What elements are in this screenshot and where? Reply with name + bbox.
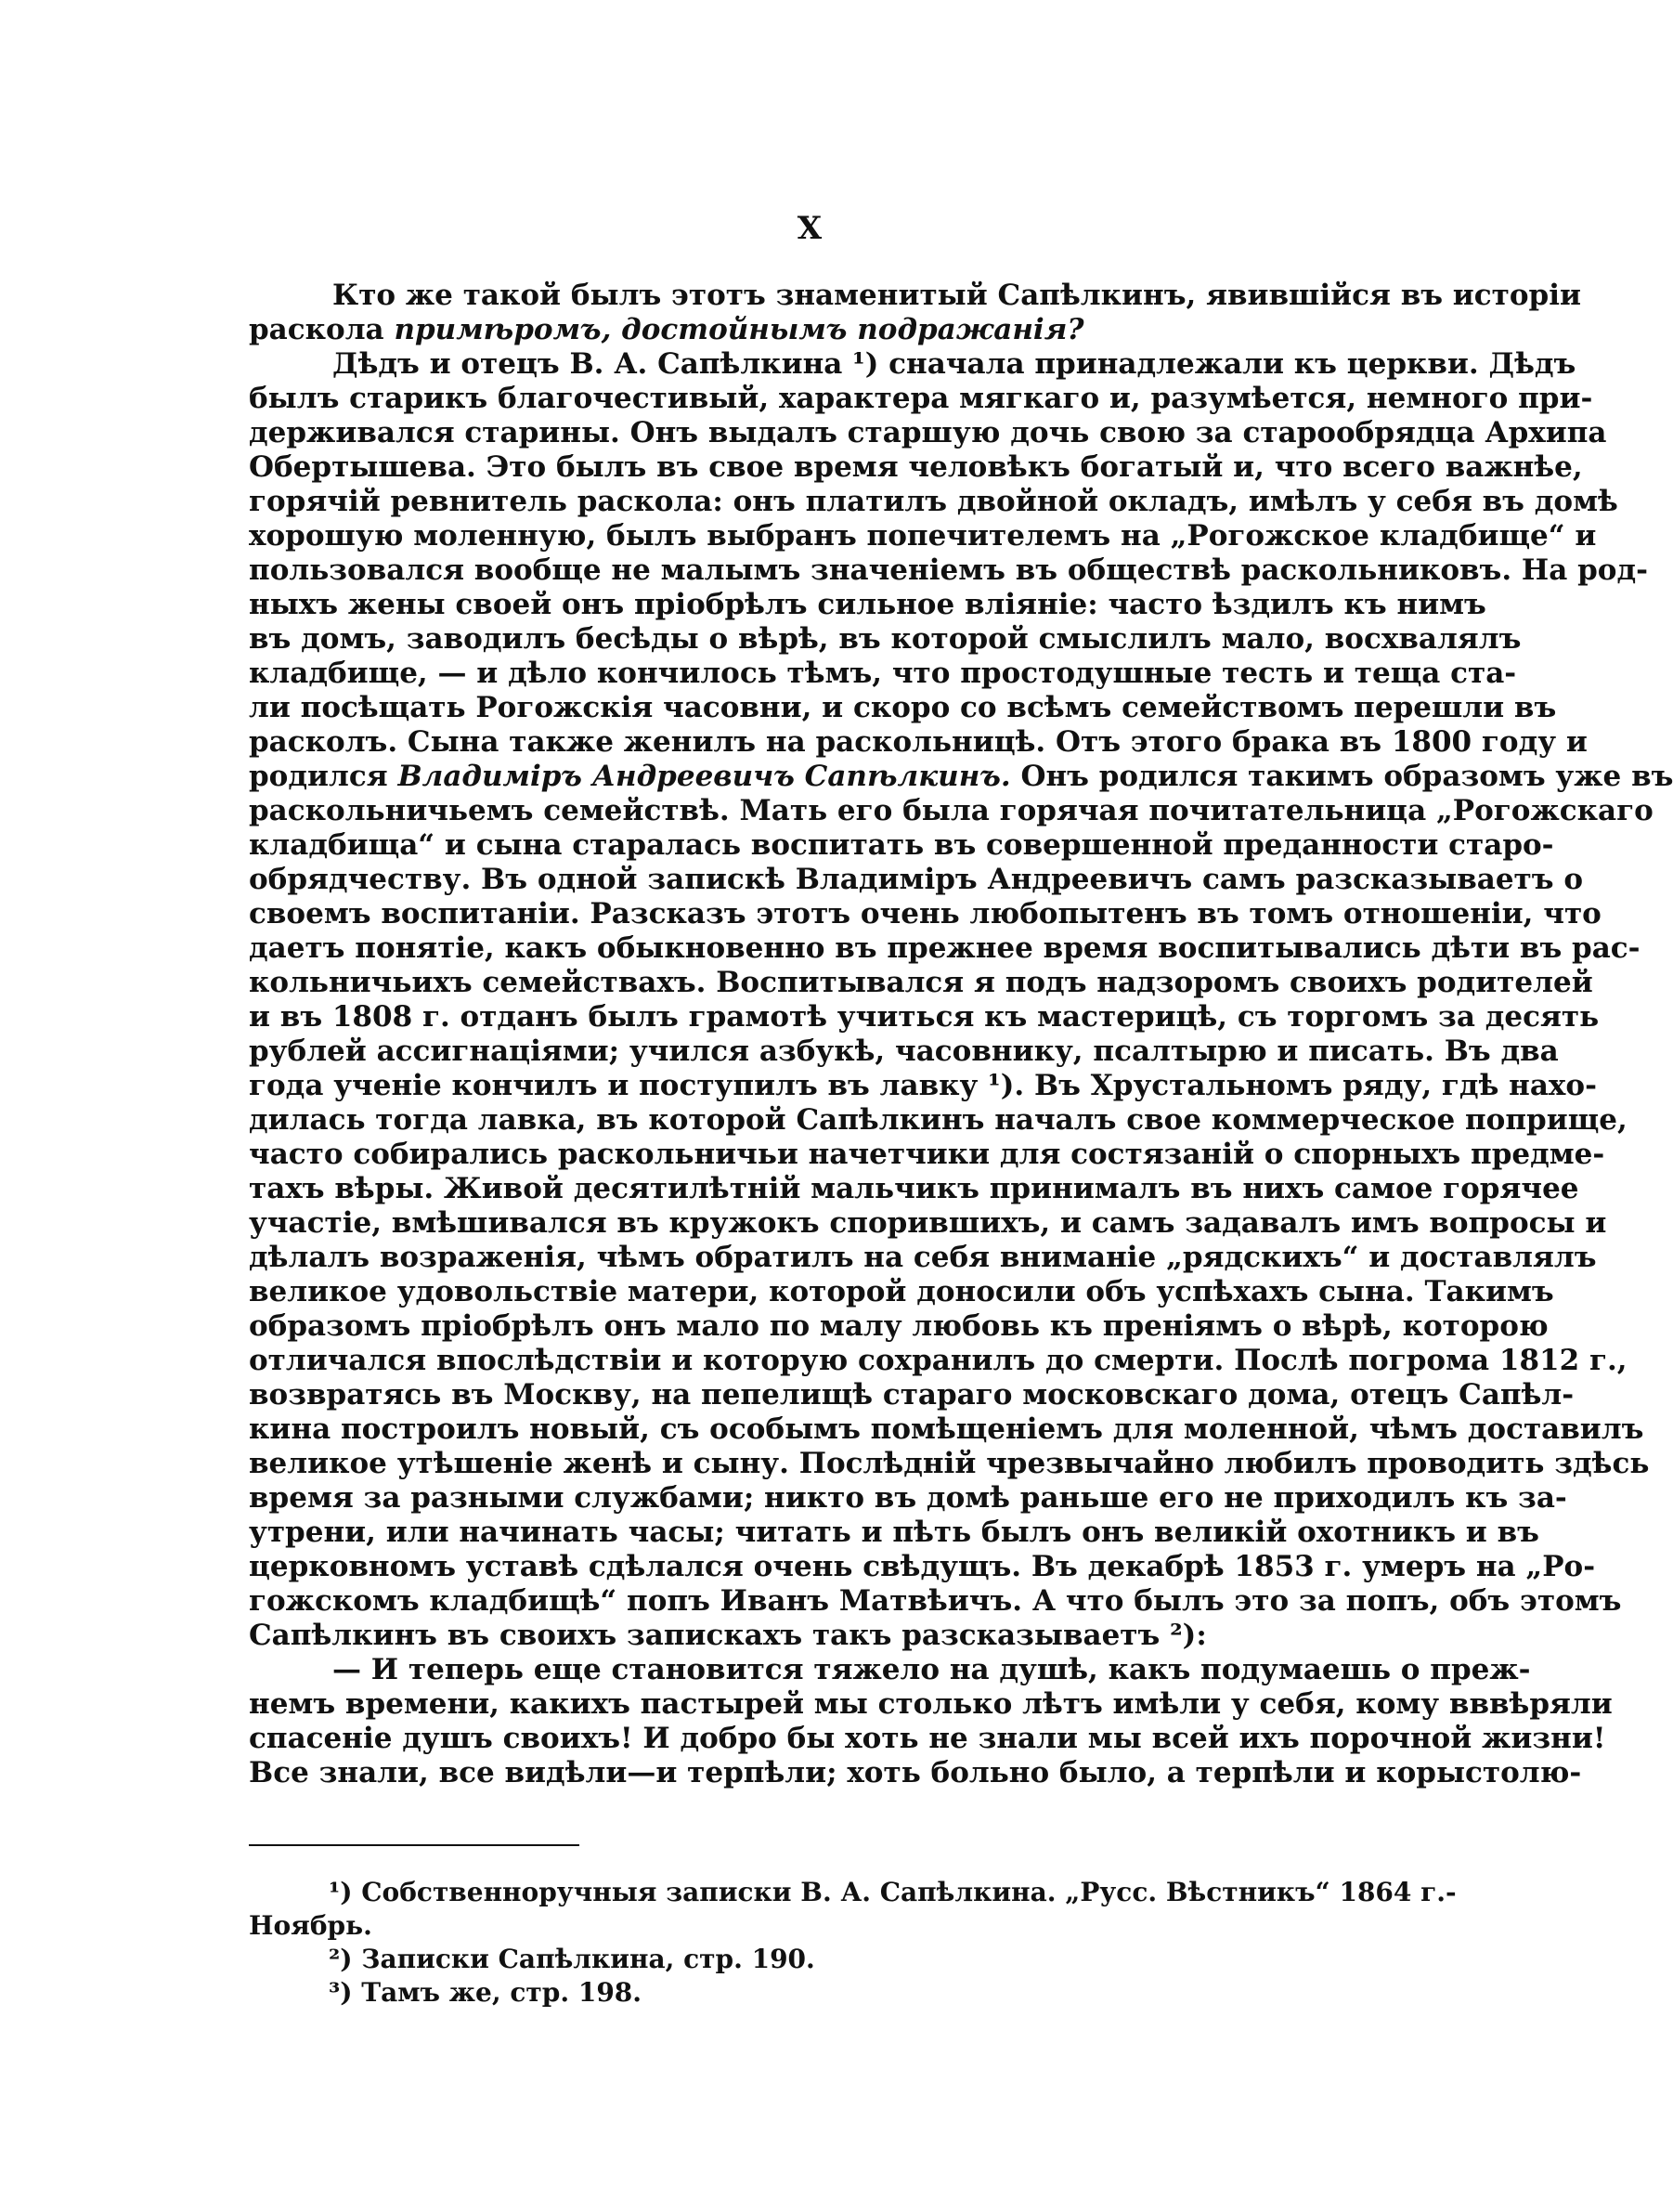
text-line: великое удовольствіе матери, которой доносили объ успѣхахъ сына. Такимъ — [249, 1275, 1554, 1308]
italic-phrase: примѣромъ, достойнымъ подражанія? — [394, 313, 1084, 346]
text-line: раскола примѣромъ, достойнымъ подражанія? — [249, 313, 1084, 346]
text-line: былъ старикъ благочестивый, характера мягкаго и, разумѣется, немного при- — [249, 382, 1593, 415]
text-line: держивался старины. Онъ выдалъ старшую дочь свою за старообрядца Архипа — [249, 416, 1607, 449]
text-line: пользовался вообще не малымъ значеніемъ въ обществѣ раскольниковъ. На род- — [249, 553, 1648, 587]
text-line: горячій ревнитель раскола: онъ платилъ двойной окладъ, имѣлъ у себя въ домѣ — [249, 485, 1618, 518]
text-line: Сапѣлкинъ въ своихъ запискахъ такъ разсказываетъ ²): — [249, 1619, 1207, 1652]
text-line: кольничьихъ семействахъ. Воспитывался я подъ надзоромъ своихъ родителей — [249, 966, 1593, 999]
text-line: ныхъ жены своей онъ пріобрѣлъ сильное вліяніе: часто ѣздилъ къ нимъ — [249, 588, 1486, 621]
text-line: даетъ понятіе, какъ обыкновенно въ прежнее время воспитывались дѣти въ рас- — [249, 931, 1641, 965]
text-line: отличался впослѣдствіи и которую сохранилъ до смерти. Послѣ погрома 1812 г., — [249, 1344, 1628, 1377]
text-line: участіе, вмѣшивался въ кружокъ спорившихъ, и самъ задавалъ имъ вопросы и — [249, 1206, 1607, 1240]
text-line: ли посѣщать Рогожскія часовни, и скоро со всѣмъ семействомъ перешли въ — [249, 691, 1557, 724]
text-line: хорошую моленную, былъ выбранъ попечителемъ на „Рогожское кладбище“ и — [249, 519, 1597, 553]
text-line: своемъ воспитаніи. Разсказъ этотъ очень любопытенъ въ томъ отношеніи, что — [249, 897, 1602, 930]
footnote-line: ³) Тамъ же, стр. 198. — [329, 1977, 642, 2008]
text-line: кладбища“ и сына старалась воспитать въ совершенной преданности старо- — [249, 828, 1554, 862]
footnote-line: ¹) Собственноручныя записки В. А. Сапѣлкина. „Русс. Вѣстникъ“ 1864 г.- — [329, 1877, 1457, 1907]
text-line: дѣлалъ возраженія, чѣмъ обратилъ на себя вниманіе „рядскихъ“ и доставлялъ — [249, 1241, 1597, 1274]
text-line: кина построилъ новый, съ особымъ помѣщеніемъ для моленной, чѣмъ доставилъ — [249, 1412, 1644, 1446]
page-number: X — [797, 210, 823, 247]
text-line: кладбище, — и дѣло кончилось тѣмъ, что простодушные тесть и теща ста- — [249, 657, 1517, 690]
footnote-divider — [249, 1844, 579, 1846]
text-line: Обертышева. Это былъ въ свое время человѣкъ богатый и, что всего важнѣе, — [249, 450, 1583, 484]
text-line: время за разными службами; никто въ домѣ раньше его не приходилъ къ за- — [249, 1481, 1567, 1515]
text-line: Дѣдъ и отецъ В. А. Сапѣлкина ¹) сначала принадлежали къ церкви. Дѣдъ — [332, 347, 1576, 381]
text-line: въ домъ, заводилъ бесѣды о вѣрѣ, въ которой смыслилъ мало, восхвалялъ — [249, 622, 1522, 656]
text-line: — И теперь еще становится тяжело на душѣ, какъ подумаешь о преж- — [332, 1653, 1531, 1686]
text-line: обрядчеству. Въ одной запискѣ Владиміръ Андреевичъ самъ разсказываетъ о — [249, 863, 1584, 896]
text-line: дилась тогда лавка, въ которой Сапѣлкинъ началъ свое коммерческое поприще, — [249, 1103, 1628, 1137]
text-line: возвратясь въ Москву, на пепелищѣ стараго московскаго дома, отецъ Сапѣл- — [249, 1378, 1575, 1412]
text-line: тахъ вѣры. Живой десятилѣтній мальчикъ принималъ въ нихъ самое горячее — [249, 1172, 1579, 1205]
footnote-line: Ноябрь. — [249, 1910, 372, 1941]
text-line: часто собирались раскольничьи начетчики для состязаній о спорныхъ предме- — [249, 1138, 1605, 1171]
text-line: спасеніе душъ своихъ! И добро бы хоть не знали мы всей ихъ порочной жизни! — [249, 1722, 1606, 1755]
text-line: расколъ. Сына также женилъ на раскольницѣ. Отъ этого брака въ 1800 году и — [249, 725, 1588, 759]
italic-phrase: Владиміръ Андреевичъ Сапѣлкинъ. — [397, 760, 1011, 793]
text-line: раскольничьемъ семействѣ. Мать его была горячая почитательница „Рогожскаго — [249, 794, 1654, 827]
text-line: рублей ассигнаціями; учился азбукѣ, часовнику, псалтырю и писать. Въ два — [249, 1034, 1559, 1068]
footnotes — [249, 1876, 1457, 2010]
text-line: Кто же такой былъ этотъ знаменитый Сапѣлкинъ, явившійся въ исторіи — [332, 279, 1582, 312]
text-line: Все знали, все видѣли—и терпѣли; хоть больно было, а терпѣли и корыстолю- — [249, 1756, 1582, 1789]
text-line: родился Владиміръ Андреевичъ Сапѣлкинъ. Онъ родился такимъ образомъ уже въ — [249, 760, 1673, 793]
text-line: образомъ пріобрѣлъ онъ мало по малу любовь къ преніямъ о вѣрѣ, которою — [249, 1309, 1549, 1343]
text-line: церковномъ уставѣ сдѣлался очень свѣдущъ. Въ декабрѣ 1853 г. умеръ на „Ро- — [249, 1550, 1596, 1583]
main-text — [249, 279, 1673, 1790]
text-line: утрени, или начинать часы; читать и пѣть былъ онъ великій охотникъ и въ — [249, 1516, 1539, 1549]
footnote-line: ²) Записки Сапѣлкина, стр. 190. — [329, 1944, 815, 1974]
text-line: немъ времени, какихъ пастырей мы столько лѣтъ имѣли у себя, кому вввѣряли — [249, 1687, 1613, 1721]
text-line: великое утѣшеніе женѣ и сыну. Послѣдній чрезвычайно любилъ проводить здѣсь — [249, 1447, 1650, 1480]
text-line: и въ 1808 г. отданъ былъ грамотѣ учиться къ мастерицѣ, съ торгомъ за десять — [249, 1000, 1600, 1034]
text-line: года ученіе кончилъ и поступилъ въ лавку ¹). Въ Хрустальномъ ряду, гдѣ нахо- — [249, 1069, 1597, 1102]
text-line: гожскомъ кладбищѣ“ попъ Иванъ Матвѣичъ. А что былъ это за попъ, объ этомъ — [249, 1584, 1622, 1618]
